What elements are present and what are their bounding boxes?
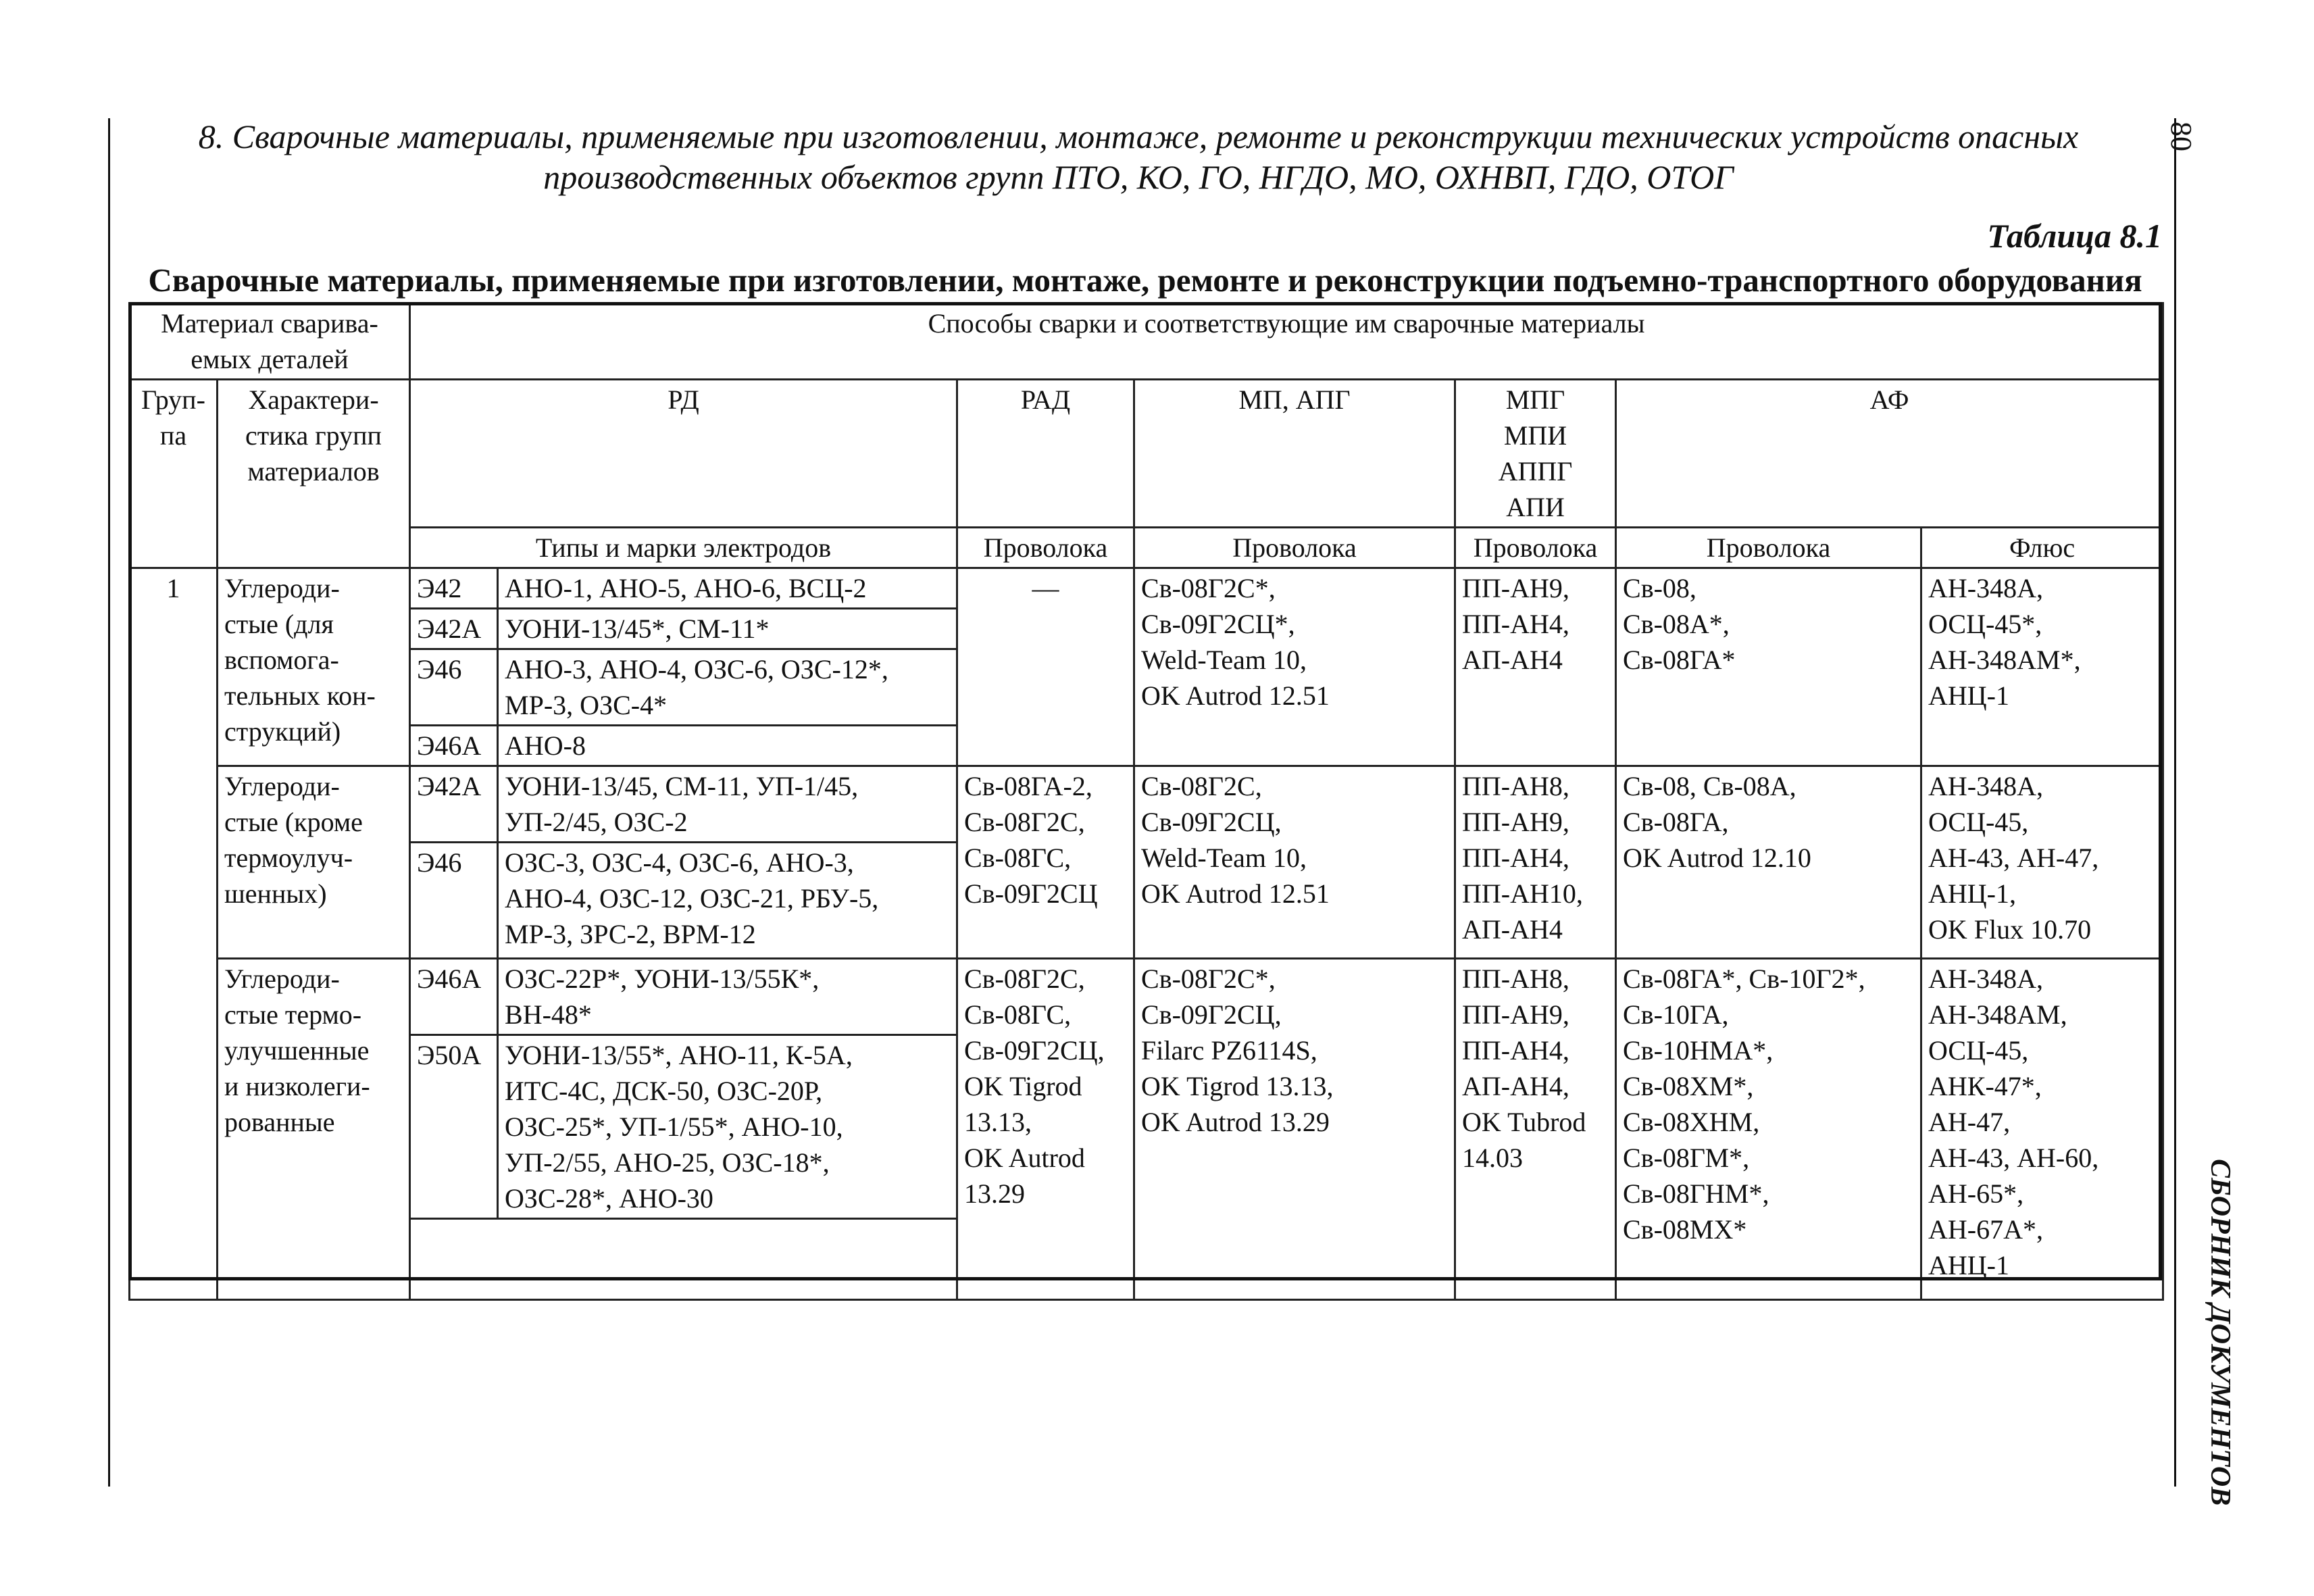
rad-wire-cell: —: [957, 568, 1134, 766]
table-caption: Сварочные материалы, применяемые при изготовлении, монтаже, ремонте и реконструкции подъемно-транспортного оборудования: [148, 261, 2142, 299]
header-characteristic: Характери- стика групп материалов: [218, 380, 410, 568]
electrode-type: Э42А: [410, 766, 498, 843]
electrode-grades: УОНИ-13/45*, СМ-11*: [498, 609, 957, 649]
mpg-wire-cell: ПП-АН8, ПП-АН9, ПП-АН4, АП-АН4, OK Tubrod 14.03: [1455, 959, 1616, 1300]
group-number: 1: [130, 568, 218, 1300]
left-margin-rule: [108, 118, 110, 1487]
table-row: [130, 959, 2163, 1035]
header-mp-apg: МП, АПГ: [1134, 380, 1455, 528]
electrode-type: Э42А: [410, 609, 498, 649]
table-row: [130, 568, 2163, 609]
af-wire-cell: Св-08, Св-08А, Св-08ГА, OK Autrod 12.10: [1616, 766, 1921, 959]
characteristic-cell: Углероди- стые (для вспомога- тельных кон- струкций): [218, 568, 410, 766]
header-row-1: [130, 303, 2163, 380]
electrode-type: Э46: [410, 649, 498, 726]
table-row: [130, 766, 2163, 843]
af-wire-cell: Св-08ГА*, Св-10Г2*, Св-10ГА, Св-10НМА*, Св-08ХМ*, Св-08ХНМ, Св-08ГМ*, Св-08ГНМ*, Св-08МХ*: [1616, 959, 1921, 1300]
header-methods: Способы сварки и соответствующие им сварочные материалы: [410, 303, 2163, 380]
flux-cell: АН-348А, ОСЦ-45, АН-43, АН-47, АНЦ-1, OK Flux 10.70: [1921, 766, 2163, 959]
header-group: Груп- па: [130, 380, 218, 568]
electrode-type: Э46А: [410, 726, 498, 766]
header-wire-af: Проволока: [1616, 528, 1921, 568]
collection-label: СБОРНИК ДОКУМЕНТОВ: [2205, 1159, 2236, 1506]
header-wire-mp: Проволока: [1134, 528, 1455, 568]
header-wire-rad: Проволока: [957, 528, 1134, 568]
electrode-grades: АНО-1, АНО-5, АНО-6, ВСЦ-2: [498, 568, 957, 609]
electrode-grades: УОНИ-13/55*, АНО-11, К-5А, ИТС-4С, ДСК-50, ОЗС-20Р, ОЗС-25*, УП-1/55*, АНО-10, УП-2/55, АНО-25, ОЗС-18*, ОЗС-28*, АНО-30: [498, 1035, 957, 1219]
right-margin-rule: [2174, 118, 2176, 1487]
flux-cell: АН-348А, АН-348АМ, ОСЦ-45, АНК-47*, АН-47, АН-43, АН-60, АН-65*, АН-67А*, АНЦ-1: [1921, 959, 2163, 1300]
empty-electrode-cell: [410, 1219, 957, 1300]
electrode-type: Э42: [410, 568, 498, 609]
header-rd: РД: [410, 380, 957, 528]
table-number: Таблица 8.1: [1987, 217, 2162, 255]
af-wire-cell: Св-08, Св-08А*, Св-08ГА*: [1616, 568, 1921, 766]
mp-wire-cell: Св-08Г2С*, Св-09Г2СЦ, Filarc PZ6114S, OK Tigrod 13.13, OK Autrod 13.29: [1134, 959, 1455, 1300]
header-wire-mpg: Проволока: [1455, 528, 1616, 568]
header-af: АФ: [1616, 380, 2163, 528]
header-electrode-types: Типы и марки электродов: [410, 528, 957, 568]
mp-wire-cell: Св-08Г2С, Св-09Г2СЦ, Weld-Team 10, OK Autrod 12.51: [1134, 766, 1455, 959]
electrode-type: Э50А: [410, 1035, 498, 1219]
characteristic-cell: Углероди- стые термо- улучшенные и низколеги- рованные: [218, 959, 410, 1300]
electrode-grades: ОЗС-22Р*, УОНИ-13/55К*, ВН-48*: [498, 959, 957, 1035]
rad-wire-cell: Св-08ГА-2, Св-08Г2С, Св-08ГС, Св-09Г2СЦ: [957, 766, 1134, 959]
electrode-grades: АНО-3, АНО-4, ОЗС-6, ОЗС-12*, МР-3, ОЗС-4*: [498, 649, 957, 726]
electrode-grades: АНО-8: [498, 726, 957, 766]
characteristic-cell: Углероди- стые (кроме термоулуч- шенных): [218, 766, 410, 959]
header-row-2: [130, 380, 2163, 528]
header-flux: Флюс: [1921, 528, 2163, 568]
electrode-grades: ОЗС-3, ОЗС-4, ОЗС-6, АНО-3, АНО-4, ОЗС-12, ОЗС-21, РБУ-5, МР-3, ЗРС-2, ВРМ-12: [498, 843, 957, 959]
section-heading: 8. Сварочные материалы, применяемые при изготовлении, монтаже, ремонте и реконструкции технических устройств опасных производственных объектов групп ПТО, КО, ГО, НГДО, МО, ОХНВП, ГДО, ОТОГ: [198, 118, 2079, 196]
mpg-wire-cell: ПП-АН9, ПП-АН4, АП-АН4: [1455, 568, 1616, 766]
header-material: Материал сварива- емых деталей: [130, 303, 410, 380]
header-mpg: МПГ МПИ АППГ АПИ: [1455, 380, 1616, 528]
header-row-3: [130, 528, 2163, 568]
rad-wire-cell: Св-08Г2С, Св-08ГС, Св-09Г2СЦ, OK Tigrod 13.13, OK Autrod 13.29: [957, 959, 1134, 1300]
page-number: 80: [2165, 122, 2198, 151]
electrode-grades: УОНИ-13/45, СМ-11, УП-1/45, УП-2/45, ОЗС-2: [498, 766, 957, 843]
welding-materials-table: [128, 302, 2164, 1301]
electrode-type: Э46А: [410, 959, 498, 1035]
mp-wire-cell: Св-08Г2С*, Св-09Г2СЦ*, Weld-Team 10, OK Autrod 12.51: [1134, 568, 1455, 766]
flux-cell: АН-348А, ОСЦ-45*, АН-348АМ*, АНЦ-1: [1921, 568, 2163, 766]
header-rad: РАД: [957, 380, 1134, 528]
mpg-wire-cell: ПП-АН8, ПП-АН9, ПП-АН4, ПП-АН10, АП-АН4: [1455, 766, 1616, 959]
electrode-type: Э46: [410, 843, 498, 959]
